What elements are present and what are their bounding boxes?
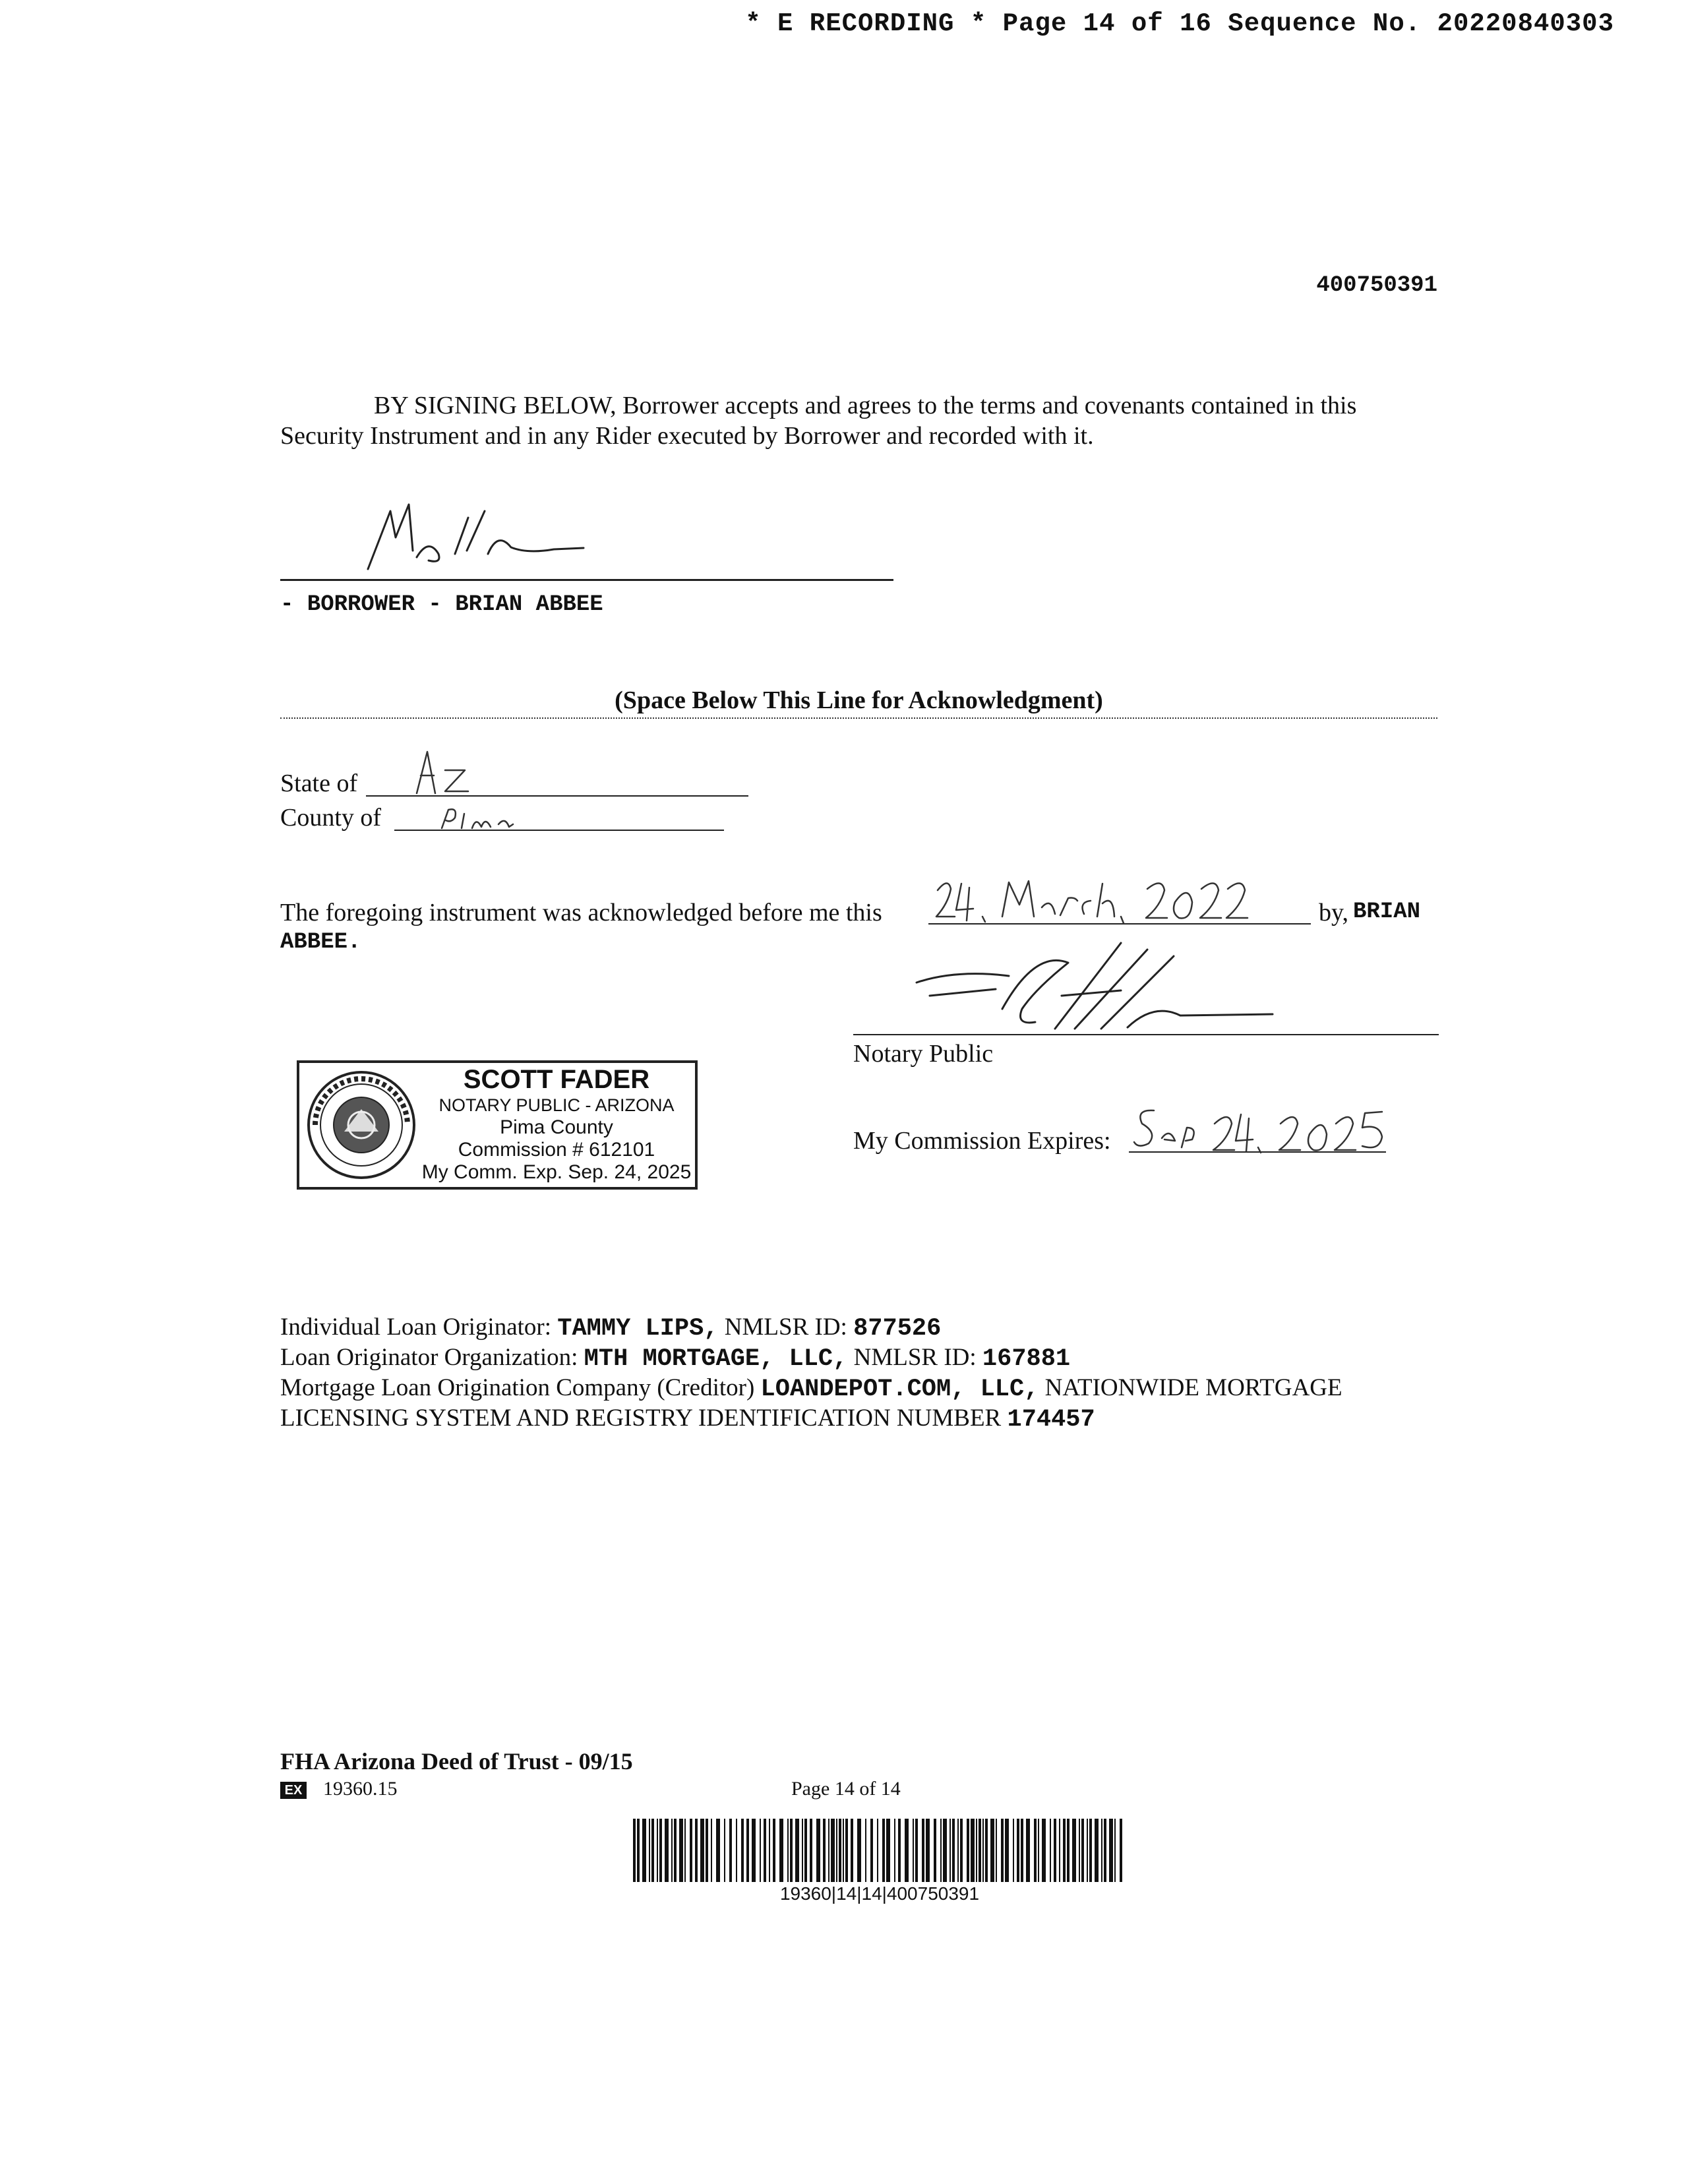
commission-label: My Commission Expires: [853, 1127, 1111, 1155]
barcode-bar [990, 1819, 994, 1882]
stamp-commission-number: Commission # 612101 [458, 1139, 655, 1161]
stamp-expiry: My Comm. Exp. Sep. 24, 2025 [421, 1161, 692, 1183]
barcode-bar [926, 1819, 930, 1882]
signing-statement: BY SIGNING BELOW, Borrower accepts and agrees to the terms and covenants contained in this Security Instrument and in any Rider executed by Borrower and recorded with it. [280, 392, 1357, 450]
barcode-bar [1059, 1819, 1060, 1882]
barcode-bar [760, 1819, 761, 1882]
originator-name: TAMMY LIPS, [557, 1315, 719, 1343]
barcode-bar [913, 1819, 914, 1882]
barcode-bar [1104, 1819, 1106, 1882]
notary-signature [903, 936, 1312, 1035]
barcode-bar [729, 1819, 732, 1882]
originator-line-3 [280, 1373, 1467, 1405]
state-handwriting [409, 744, 501, 797]
barcode-bar [982, 1819, 984, 1882]
barcode-bar [828, 1819, 829, 1882]
barcode-bar [1095, 1819, 1099, 1882]
arizona-seal-icon [305, 1068, 418, 1182]
barcode-bar [979, 1819, 981, 1882]
barcode-bar [957, 1819, 959, 1882]
barcode-bar [1001, 1819, 1004, 1882]
barcode-bar [857, 1819, 861, 1882]
barcode-bar [665, 1819, 669, 1882]
barcode-bar [865, 1819, 866, 1882]
barcode-bar [706, 1819, 708, 1882]
creditor-label: Mortgage Loan Origination Company (Creditor) [280, 1374, 755, 1401]
barcode-bar [976, 1819, 977, 1882]
barcode-bar [671, 1819, 673, 1882]
organization-name: MTH MORTGAGE, LLC, [584, 1345, 848, 1373]
barcode-bar [960, 1819, 963, 1882]
borrower-signature [356, 491, 607, 577]
barcode-bar [1054, 1819, 1056, 1882]
originator-label: Individual Loan Originator: [280, 1314, 552, 1341]
commission-handwriting [1129, 1101, 1459, 1154]
barcode-bar [711, 1819, 712, 1882]
originator-line-4 [280, 1403, 1467, 1435]
barcode-bar [1034, 1819, 1037, 1882]
recording-header: * E RECORDING * Page 14 of 16 Sequence No. 20220840303 [745, 9, 1614, 38]
acknowledgment-divider [280, 717, 1437, 719]
barcode-bar [684, 1819, 686, 1882]
originator-id: 877526 [853, 1315, 942, 1343]
barcode-bar [1042, 1819, 1046, 1882]
originator-line-2 [280, 1343, 1467, 1374]
barcode-bar [1114, 1819, 1116, 1882]
barcode-bar [967, 1819, 969, 1882]
barcode-bar [915, 1819, 918, 1882]
barcode-bar [870, 1819, 873, 1882]
barcode-bar [898, 1819, 901, 1882]
barcode-text: 19360|14|14|400750391 [779, 1883, 980, 1904]
barcode-bar [816, 1819, 820, 1882]
form-code-icon: EX [280, 1782, 307, 1799]
barcode-bar [877, 1819, 878, 1882]
barcode-bar [905, 1819, 909, 1882]
organization-id: 167881 [982, 1345, 1071, 1373]
barcode-bar [823, 1819, 826, 1882]
barcode-bar [1089, 1819, 1092, 1882]
barcode-bar [1021, 1819, 1023, 1882]
stamp-notary-title: NOTARY PUBLIC - ARIZONA [438, 1095, 675, 1115]
foregoing-text: The foregoing instrument was acknowledged before me this [280, 899, 882, 926]
barcode-bar [1072, 1819, 1076, 1882]
barcode-bar [1087, 1819, 1088, 1882]
barcode-bar [882, 1819, 885, 1882]
barcode-bar [1013, 1819, 1014, 1882]
barcode-bar [773, 1819, 775, 1882]
county-handwriting [435, 804, 528, 834]
barcode-bar [1017, 1819, 1019, 1882]
barcode-bar [922, 1819, 924, 1882]
barcode-bar [836, 1819, 837, 1882]
barcode-bar [779, 1819, 783, 1882]
barcode-bar [769, 1819, 770, 1882]
barcode-bar [1081, 1819, 1084, 1882]
stamp-county: Pima County [500, 1116, 613, 1138]
borrower-signature-line [280, 579, 893, 581]
organization-id-label: NMLSR ID: [853, 1344, 977, 1371]
barcode-bar [787, 1819, 789, 1882]
state-label: State of [280, 770, 358, 797]
organization-label: Loan Originator Organization: [280, 1344, 578, 1371]
date-handwriting [930, 870, 1312, 926]
registry-label: LICENSING SYSTEM AND REGISTRY IDENTIFICATION NUMBER [280, 1405, 1002, 1432]
by-label: by, [1319, 899, 1349, 926]
barcode-bar [1026, 1819, 1030, 1882]
originator-id-label: NMLSR ID: [724, 1314, 847, 1341]
barcode-bar [790, 1819, 793, 1882]
barcode-bar [716, 1819, 720, 1882]
notary-public-label: Notary Public [853, 1040, 994, 1068]
barcode-bar [804, 1819, 807, 1882]
barcode-bar [950, 1819, 951, 1882]
barcode-bar [894, 1819, 895, 1882]
barcode-bar [851, 1819, 853, 1882]
barcode-bar [886, 1819, 890, 1882]
borrower-label: - BORROWER - BRIAN ABBEE [280, 592, 603, 617]
barcode-bar [736, 1819, 737, 1882]
barcode-bar [695, 1819, 698, 1882]
barcode-bar [845, 1819, 848, 1882]
barcode-bar [649, 1819, 650, 1882]
barcode-bar [985, 1819, 988, 1882]
barcode-bar [1005, 1819, 1009, 1882]
loan-number: 400750391 [1316, 273, 1437, 298]
barcode-bar [741, 1819, 744, 1882]
notary-signature-line [853, 1034, 1439, 1035]
barcode-bar [839, 1819, 841, 1882]
barcode-bar [657, 1819, 658, 1882]
originator-line-1 [280, 1312, 1467, 1344]
barcode-bar [943, 1819, 947, 1882]
barcode-bar [679, 1819, 683, 1882]
creditor-name: LOANDEPOT.COM, LLC, [760, 1376, 1039, 1403]
form-code: 19360.15 [323, 1778, 398, 1800]
acknowledged-name-part1: BRIAN [1353, 899, 1421, 925]
barcode-bar [633, 1819, 636, 1882]
barcode-bar [1063, 1819, 1066, 1882]
page-number: Page 14 of 14 [791, 1778, 901, 1800]
barcode-bar [764, 1819, 766, 1882]
barcode-bar [810, 1819, 812, 1882]
barcode-bar [700, 1819, 704, 1882]
barcode-bar [724, 1819, 725, 1882]
barcode [632, 1819, 1128, 1882]
barcode-bar [1120, 1819, 1122, 1882]
county-label: County of [280, 804, 382, 832]
barcode-bar [1109, 1819, 1113, 1882]
barcode-bar [659, 1819, 662, 1882]
barcode-bar [996, 1819, 997, 1882]
barcode-bar [802, 1819, 803, 1882]
barcode-bar [1038, 1819, 1039, 1882]
barcode-bar [843, 1819, 844, 1882]
acknowledgment-divider-label: (Space Below This Line for Acknowledgment) [615, 686, 1103, 714]
barcode-bar [752, 1819, 756, 1882]
creditor-tail: NATIONWIDE MORTGAGE [1044, 1374, 1342, 1401]
barcode-bar [1050, 1819, 1051, 1882]
barcode-bar [690, 1819, 692, 1882]
barcode-bar [934, 1819, 936, 1882]
barcode-bar [795, 1819, 799, 1882]
barcode-bar [642, 1819, 646, 1882]
barcode-bar [1101, 1819, 1102, 1882]
barcode-bar [971, 1819, 975, 1882]
barcode-bar [831, 1819, 835, 1882]
notary-stamp [297, 1060, 698, 1190]
form-title: FHA Arizona Deed of Trust - 09/15 [280, 1748, 633, 1774]
barcode-bar [1067, 1819, 1070, 1882]
registry-id: 174457 [1007, 1406, 1095, 1434]
stamp-notary-name: SCOTT FADER [463, 1065, 650, 1094]
barcode-bar [674, 1819, 677, 1882]
barcode-bar [952, 1819, 955, 1882]
barcode-bar [1079, 1819, 1080, 1882]
barcode-bar [940, 1819, 942, 1882]
barcode-bar [746, 1819, 749, 1882]
acknowledged-name-part2: ABBEE. [280, 930, 361, 955]
barcode-bar [651, 1819, 654, 1882]
barcode-bar [637, 1819, 640, 1882]
